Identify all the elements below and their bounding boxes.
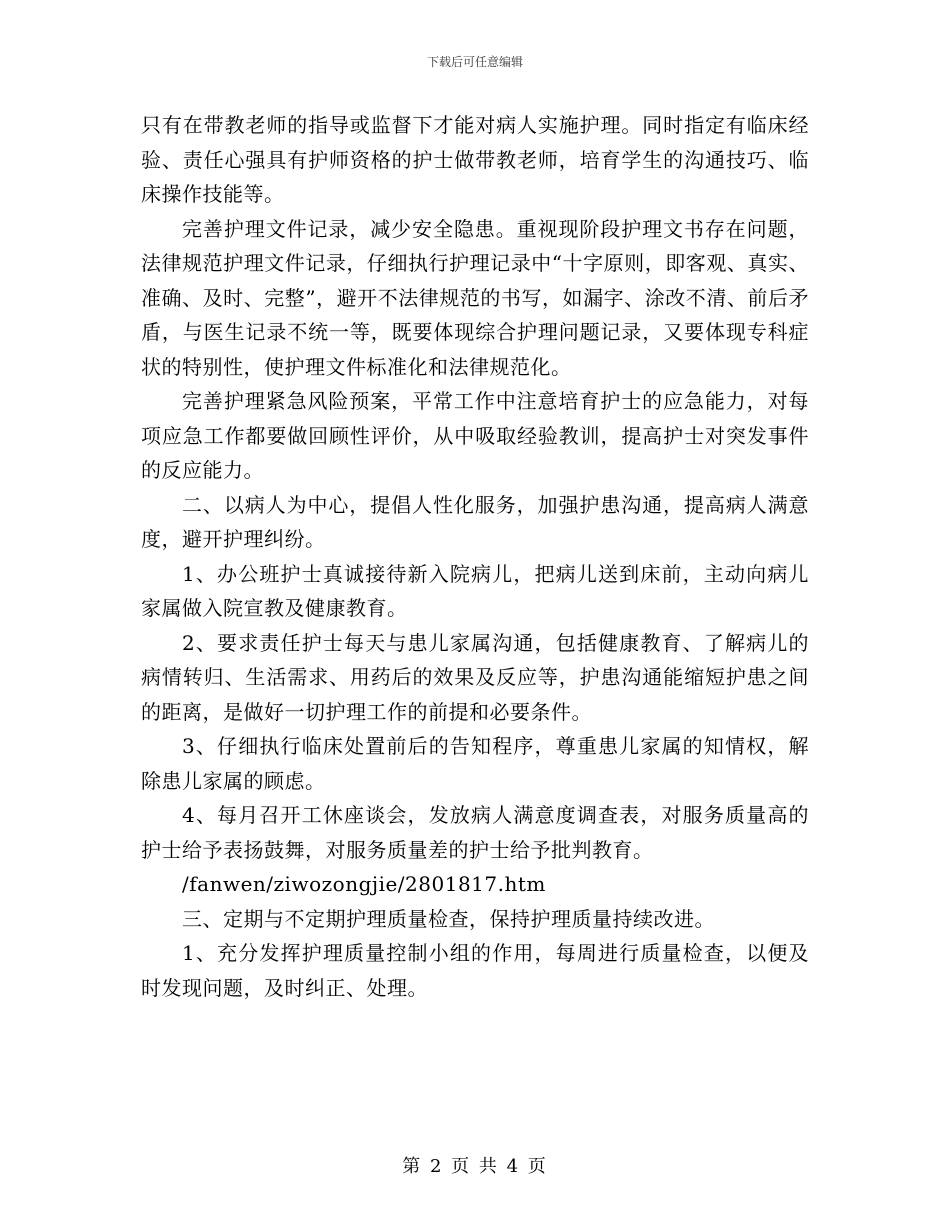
page-number-footer: 第 2 页 共 4 页 <box>402 1156 548 1177</box>
paragraph-3: 完善护理紧急风险预案，平常工作中注意培育护士的应急能力，对每项应急工作都要做回顾性评价，从中吸取经验教训，提高护士对突发事件的反应能力。 <box>141 389 809 482</box>
list-item-3: 3、仔细执行临床处置前后的告知程序，尊重患儿家属的知情权，解除患儿家属的顾虑。 <box>141 734 809 793</box>
list-item-1: 1、办公班护士真诚接待新入院病儿，把病儿送到床前，主动向病儿家属做入院宣教及健康教育。 <box>141 561 809 620</box>
section-heading-2: 二、以病人为中心，提倡人性化服务，加强护患沟通，提高病人满意度，避开护理纠纷。 <box>141 492 809 551</box>
list-item-2: 2、要求责任护士每天与患儿家属沟通，包括健康教育、了解病儿的病情转归、生活需求、用药后的效果及反应等，护患沟通能缩短护患之间的距离，是做好一切护理工作的前提和必要条件。 <box>141 630 809 724</box>
section-heading-3: 三、定期与不定期护理质量检查，保持护理质量持续改进。 <box>182 906 715 931</box>
paragraph-1: 只有在带教老师的指导或监督下才能对病人实施护理。同时指定有临床经验、责任心强具有护师资格的护士做带教老师，培育学生的沟通技巧、临床操作技能等。 <box>141 113 809 206</box>
paragraph-2: 完善护理文件记录，减少安全隐患。重视现阶段护理文书存在问题，法律规范护理文件记录，仔细执行护理记录中“十字原则，即客观、真实、准确、及时、完整”，避开不法律规范的书写，如漏字、涂改不清、前后矛盾，与医生记录不统一等，既要体现综合护理问题记录，又要体现专科症状的特别性，使护理文件标准化和法律规范化。 <box>141 216 809 379</box>
page-header-note: 下载后可任意编辑 <box>426 55 523 69</box>
document-body <box>141 108 809 1005</box>
list-item-4: 4、每月召开工休座谈会，发放病人满意度调查表，对服务质量高的护士给予表扬鼓舞，对服务质量差的护士给予批判教育。 <box>141 803 809 862</box>
list-item-5: 1、充分发挥护理质量控制小组的作用，每周进行质量检查，以便及时发现问题，及时纠正、处理。 <box>141 941 809 1000</box>
url-line: /fanwen/ziwozongjie/2801817.htm <box>182 872 546 896</box>
